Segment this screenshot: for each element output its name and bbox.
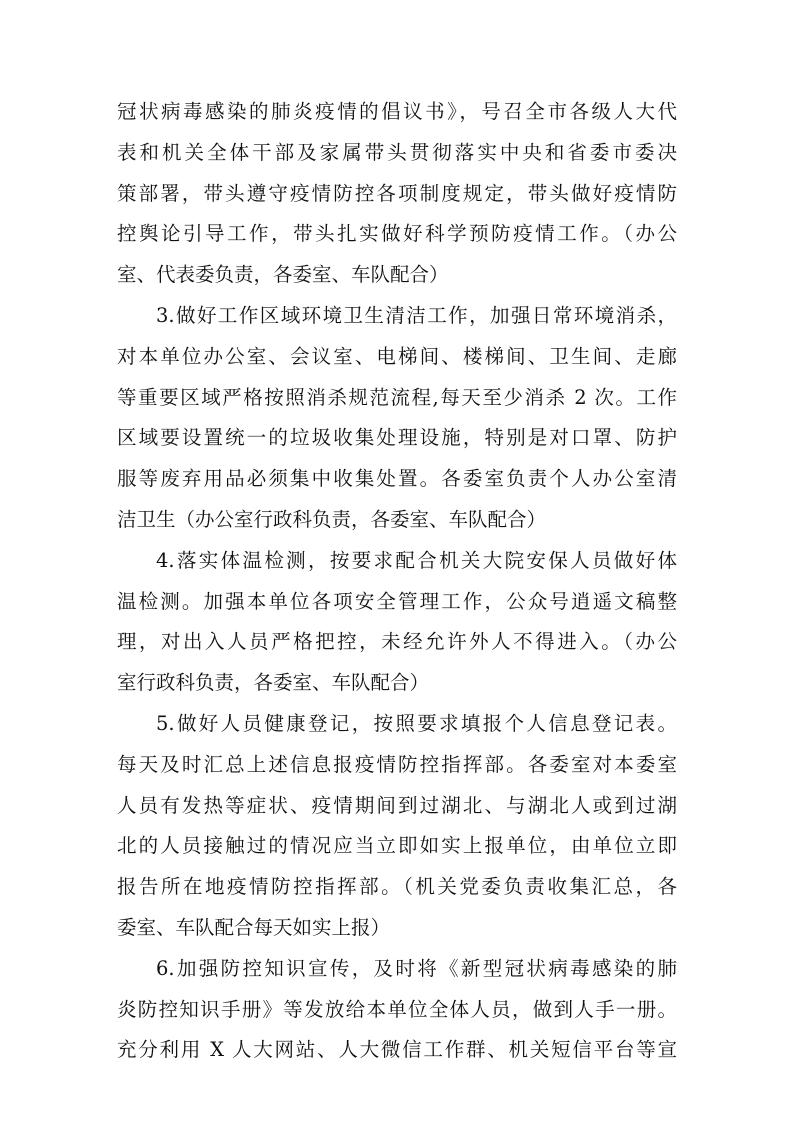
text-line: 对本单位办公室、会议室、电梯间、楼梯间、卫生间、走廊 — [117, 344, 677, 368]
document-body — [117, 92, 677, 1071]
text-line: 人员有发热等症状、疫情期间到过湖北、与湖北人或到过湖 — [117, 793, 677, 817]
text-line: 服等废弃用品必须集中收集处置。各委室负责个人办公室清 — [117, 467, 677, 491]
paragraph-3-first-line: 3.做好工作区域环境卫生清洁工作，加强日常环境消杀， — [156, 303, 677, 327]
text-line: 委室、车队配合每天如实上报） — [117, 915, 391, 939]
text-line: 充分利用 X 人大网站、人大微信工作群、机关短信平台等宣 — [117, 1038, 677, 1062]
text-line: 温检测。加强本单位各项安全管理工作，公众号逍遥文稿整 — [117, 589, 677, 613]
paragraph-6-first-line: 6.加强防控知识宣传，及时将《新型冠状病毒感染的肺 — [156, 956, 677, 980]
text-line: 室、代表委负责，各委室、车队配合） — [117, 263, 449, 287]
text-line: 策部署，带头遵守疫情防控各项制度规定，带头做好疫情防 — [117, 181, 677, 205]
text-line: 冠状病毒感染的肺炎疫情的倡议书》，号召全市各级人大代 — [117, 100, 677, 123]
text-line: 报告所在地疫情防控指挥部。（机关党委负责收集汇总，各 — [117, 875, 677, 899]
text-line: 理，对出入人员严格把控，未经允许外人不得进入。（办公 — [117, 630, 677, 654]
text-line: 每天及时汇总上述信息报疫情防控指挥部。各委室对本委室 — [117, 752, 677, 776]
text-line: 洁卫生（办公室行政科负责，各委室、车队配合） — [117, 507, 547, 531]
text-line: 等重要区域严格按照消杀规范流程,每天至少消杀 2 次。工作 — [117, 385, 677, 409]
text-line: 表和机关全体干部及家属带头贯彻落实中央和省委市委决 — [117, 140, 677, 164]
text-line: 控舆论引导工作，带头扎实做好科学预防疫情工作。（办公 — [117, 222, 677, 246]
text-line: 北的人员接触过的情况应当立即如实上报单位，由单位立即 — [117, 834, 677, 858]
text-line: 室行政科负责，各委室、车队配合） — [117, 671, 430, 695]
paragraph-5-first-line: 5.做好人员健康登记，按照要求填报个人信息登记表。 — [156, 711, 677, 735]
text-line: 区域要设置统一的垃圾收集处理设施，特别是对口罩、防护 — [117, 426, 677, 450]
paragraph-4-first-line: 4.落实体温检测，按要求配合机关大院安保人员做好体 — [156, 548, 677, 572]
text-line: 炎防控知识手册》等发放给本单位全体人员，做到人手一册。 — [117, 997, 677, 1021]
